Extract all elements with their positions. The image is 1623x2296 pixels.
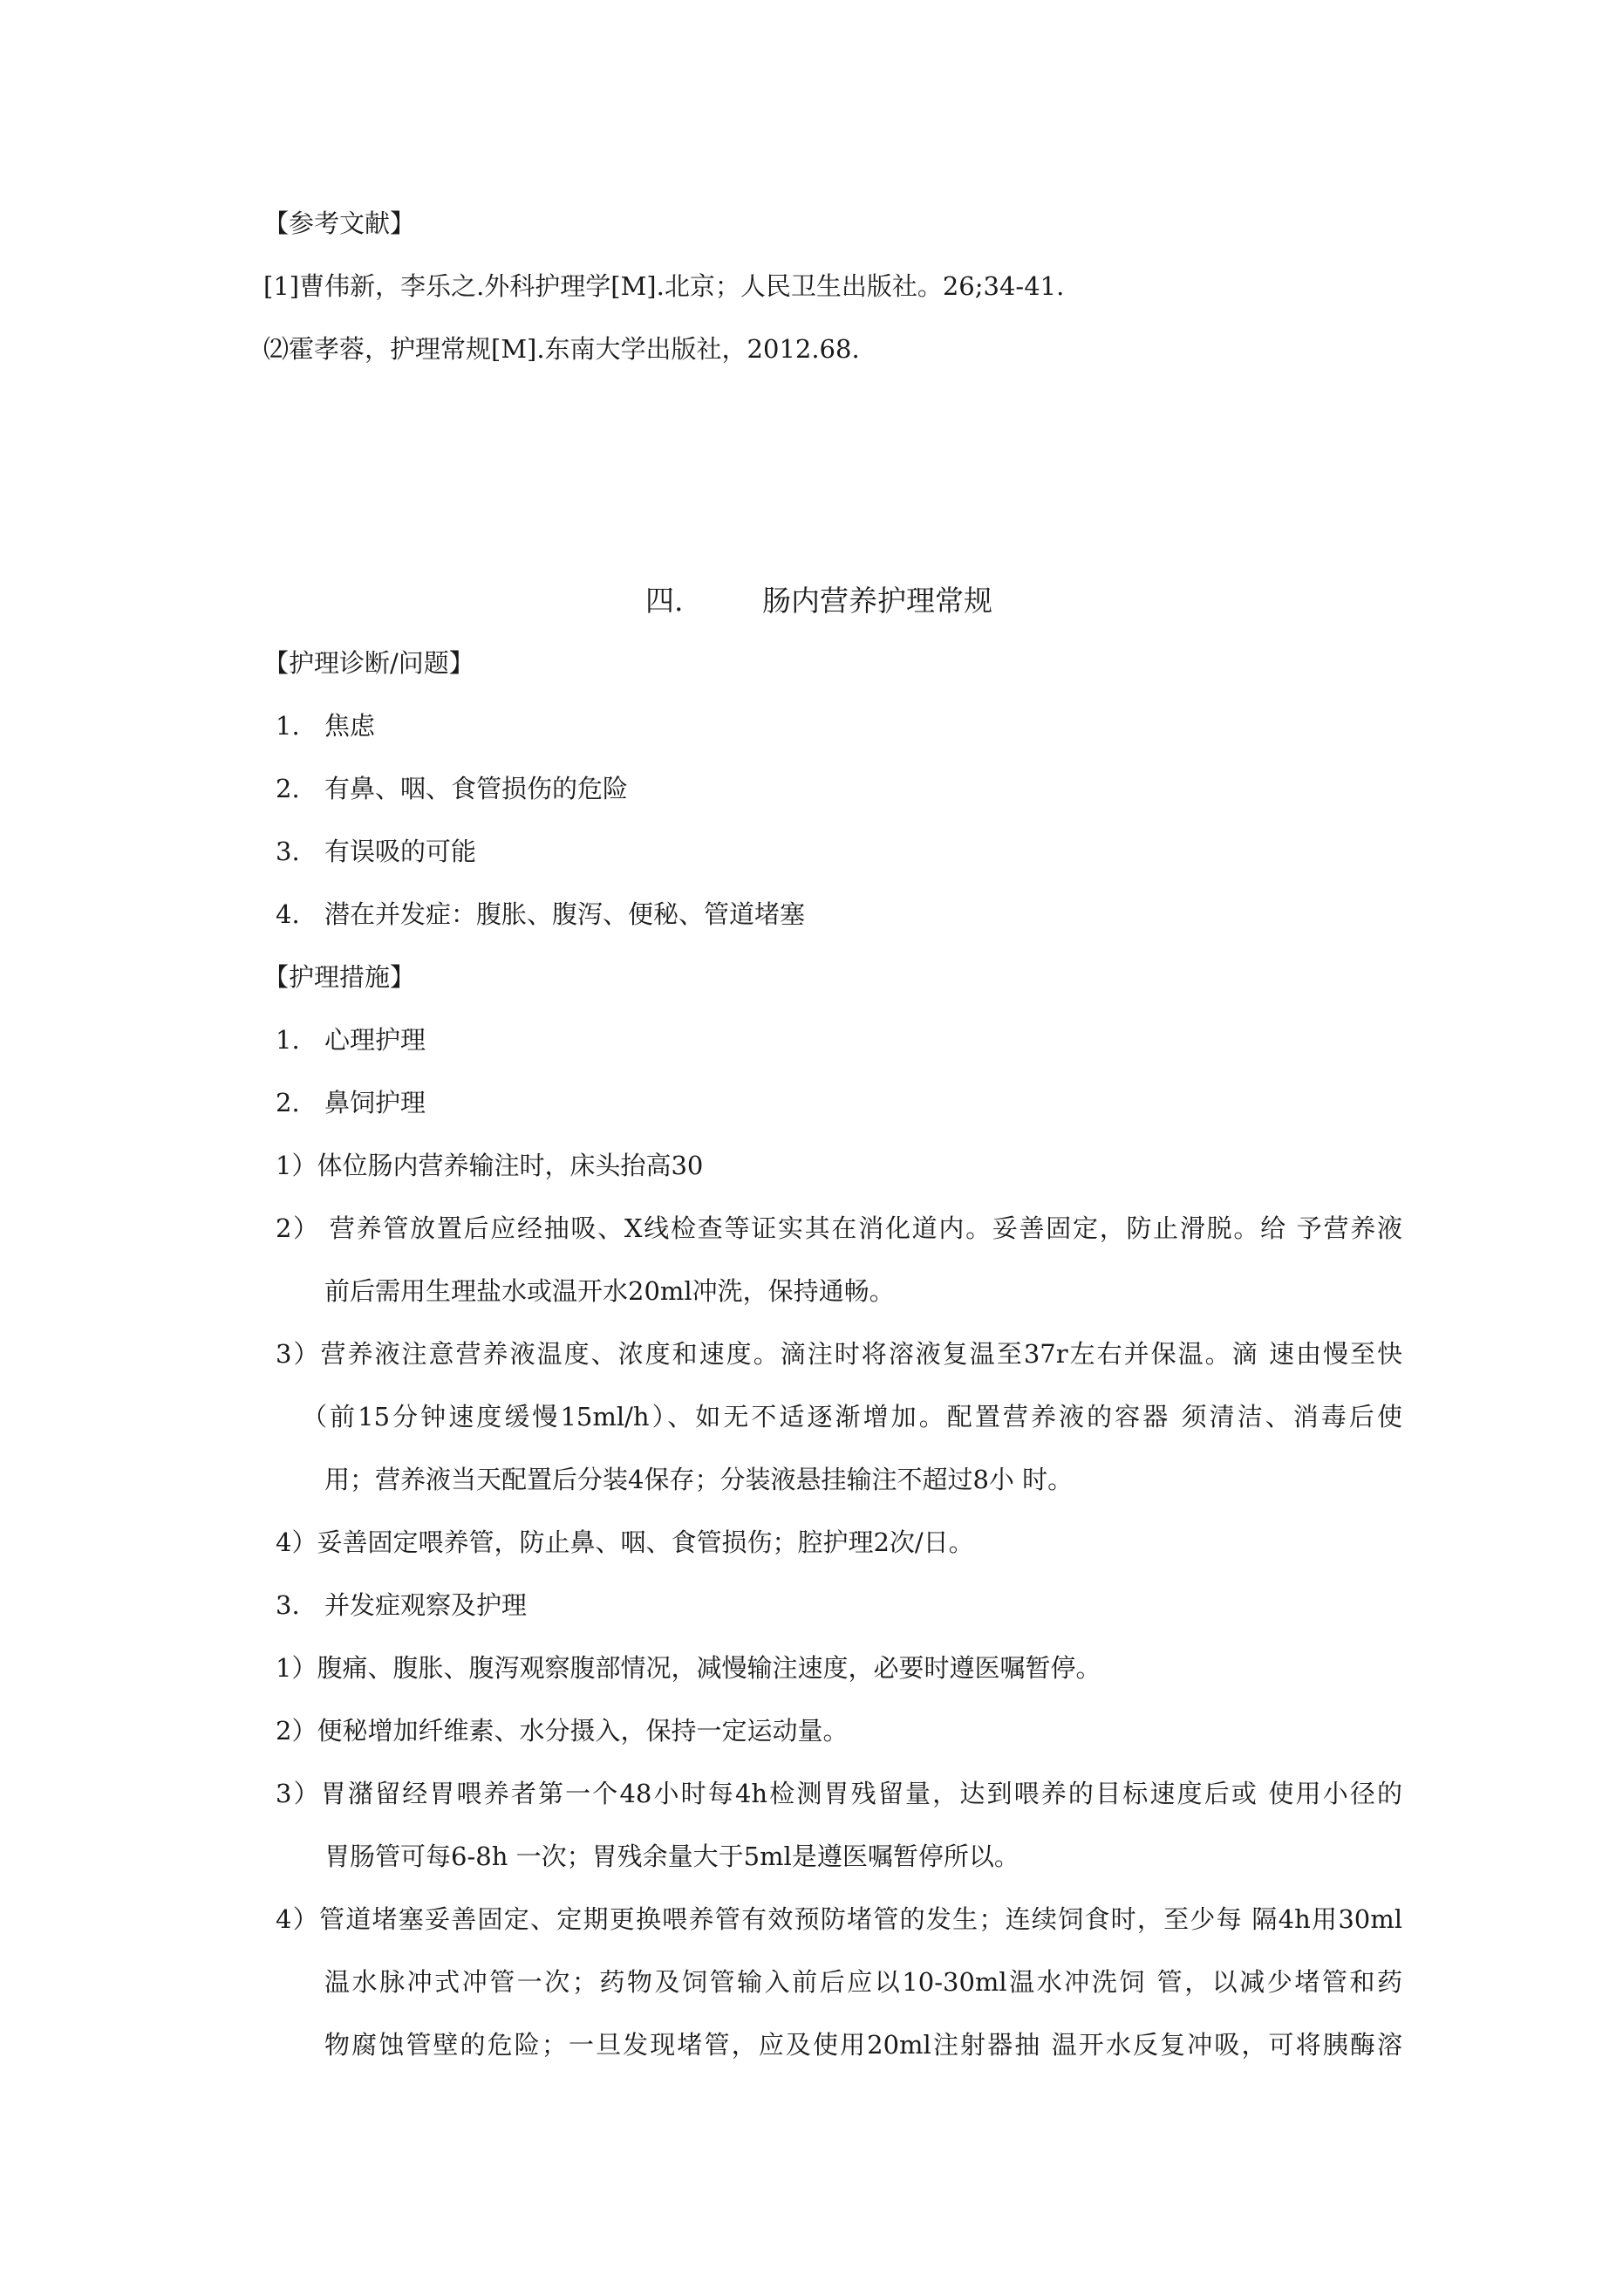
measure-number: 2. — [276, 1088, 300, 1117]
diagnosis-item-number: 4. — [276, 899, 300, 929]
measure-3-sub-2: 2）便秘增加纤维素、水分摄入，保持一定运动量。 — [276, 1716, 849, 1746]
measure-3-sub-3-line-1: 3）胃潴留经胃喂养者第一个48小时每4h检测胃残留量，达到喂养的目标速度后或 使用小径的 — [276, 1779, 1402, 1808]
measure-number: 1. — [276, 1025, 300, 1055]
measure-2-sub-2-line-2: 前后需用生理盐水或温开水20ml冲洗，保持通畅。 — [324, 1276, 895, 1306]
measures-heading: 【护理措施】 — [263, 962, 416, 992]
references-heading: 【参考文献】 — [263, 208, 416, 238]
diagnosis-item-number: 3. — [276, 837, 300, 866]
measure-2-sub-2-line-1: 2） 营养管放置后应经抽吸、X线检查等证实其在消化道内。妥善固定，防止滑脱。给 予营养液 — [276, 1213, 1402, 1243]
diagnosis-item-text: 有鼻、咽、食管损伤的危险 — [324, 774, 629, 803]
measure-2-sub-4: 4）妥善固定喂养管，防止鼻、咽、食管损伤；腔护理2次/日。 — [276, 1527, 974, 1557]
reference-item-1: [1]曹伟新，李乐之.外科护理学[M].北京；人民卫生出版社。26;34-41. — [263, 271, 1065, 301]
measure-title: 鼻饲护理 — [324, 1088, 426, 1117]
measure-3-sub-3-line-2: 胃肠管可每6-8h 一次；胃残余量大于5ml是遵医嘱暂停所以。 — [324, 1842, 1019, 1871]
diagnosis-item-text: 有误吸的可能 — [324, 837, 477, 866]
measure-title: 并发症观察及护理 — [324, 1590, 528, 1620]
measure-2-sub-1: 1）体位肠内营养输注时，床头抬高30 — [276, 1151, 704, 1180]
measure-3-sub-4-line-1: 4）管道堵塞妥善固定、定期更换喂养管有效预防堵管的发生；连续饲食时，至少每 隔4h用30ml — [276, 1904, 1402, 1934]
measure-2-sub-3-line-2: （前15分钟速度缓慢15ml/h）、如无不适逐渐增加。配置营养液的容器 须清洁、消毒后使 — [302, 1402, 1402, 1432]
reference-item-2: ⑵霍孝蓉，护理常规[M].东南大学出版社，2012.68. — [263, 334, 860, 364]
diagnosis-item-text: 潜在并发症：腹胀、腹泻、便秘、管道堵塞 — [324, 899, 806, 929]
measure-3-sub-4-line-3: 物腐蚀管壁的危险；一旦发现堵管，应及使用20ml注射器抽 温开水反复冲吸，可将胰酶溶 — [324, 2030, 1402, 2060]
measure-3-sub-4-line-2: 温水脉冲式冲管一次；药物及饲管输入前后应以10-30ml温水冲洗饲 管，以减少堵管和药 — [324, 1967, 1402, 1997]
measure-3-sub-1: 1）腹痛、腹胀、腹泻观察腹部情况，减慢输注速度，必要时遵医嘱暂停。 — [276, 1653, 1101, 1683]
measure-number: 3. — [276, 1590, 300, 1620]
measure-title: 心理护理 — [324, 1025, 426, 1055]
diagnosis-heading: 【护理诊断/问题】 — [263, 648, 474, 678]
section-number: 四. — [645, 584, 684, 618]
diagnosis-item-number: 2. — [276, 774, 300, 803]
section-title: 肠内营养护理常规 — [762, 584, 992, 618]
diagnosis-item-number: 1. — [276, 711, 300, 741]
measure-2-sub-3-line-3: 用；营养液当天配置后分装4保存；分装液悬挂输注不超过8小 时。 — [324, 1465, 1074, 1494]
measure-2-sub-3-line-1: 3）营养液注意营养液温度、浓度和速度。滴注时将溶液复温至37r左右并保温。滴 速由慢至快 — [276, 1339, 1402, 1369]
diagnosis-item-text: 焦虑 — [324, 711, 376, 741]
